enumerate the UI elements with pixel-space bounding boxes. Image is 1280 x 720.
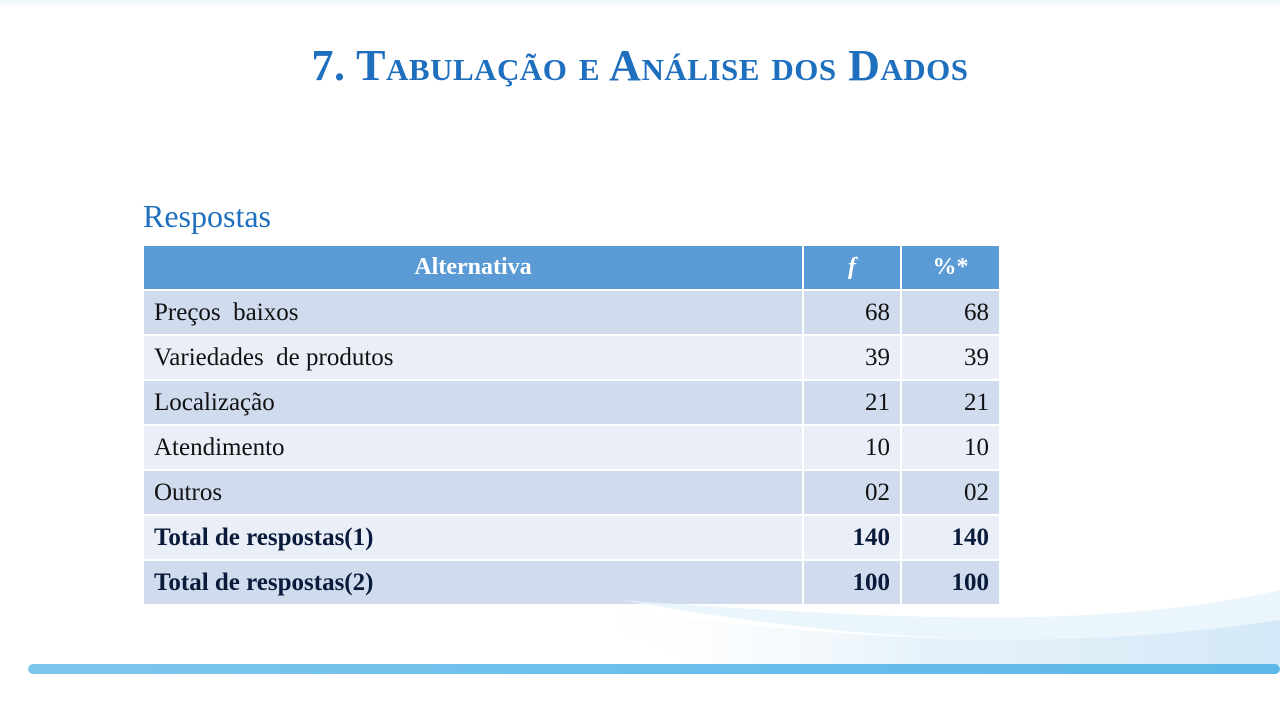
cell-alternativa: Preços baixos — [144, 290, 803, 335]
cell-f: 68 — [803, 290, 901, 335]
top-decor-band — [0, 0, 1280, 8]
responses-table — [144, 246, 1001, 606]
decorative-wave-footer — [0, 560, 1280, 720]
table-total-row — [144, 515, 1000, 560]
cell-percent: 21 — [901, 380, 1000, 425]
cell-f: 39 — [803, 335, 901, 380]
cell-percent: 39 — [901, 335, 1000, 380]
header-alternativa: Alternativa — [144, 246, 803, 290]
cell-percent: 02 — [901, 470, 1000, 515]
accent-line — [28, 664, 1280, 674]
cell-percent: 10 — [901, 425, 1000, 470]
table-row — [144, 470, 1000, 515]
cell-f: 100 — [803, 560, 901, 605]
table-row — [144, 380, 1000, 425]
table-row — [144, 290, 1000, 335]
cell-percent: 140 — [901, 515, 1000, 560]
cell-alternativa: Outros — [144, 470, 803, 515]
cell-alternativa: Total de respostas(2) — [144, 560, 803, 605]
cell-f: 10 — [803, 425, 901, 470]
cell-alternativa: Variedades de produtos — [144, 335, 803, 380]
cell-f: 02 — [803, 470, 901, 515]
cell-alternativa: Atendimento — [144, 425, 803, 470]
table-row — [144, 335, 1000, 380]
cell-alternativa: Total de respostas(1) — [144, 515, 803, 560]
cell-percent: 68 — [901, 290, 1000, 335]
section-label: Respostas — [143, 198, 271, 234]
cell-percent: 100 — [901, 560, 1000, 605]
slide-title: 7. Tabulação e Análise dos Dados — [311, 41, 969, 90]
cell-f: 140 — [803, 515, 901, 560]
header-percent: %* — [901, 246, 1000, 290]
table-row — [144, 425, 1000, 470]
header-f: f — [803, 246, 901, 290]
cell-alternativa: Localização — [144, 380, 803, 425]
cell-f: 21 — [803, 380, 901, 425]
table-header-row — [144, 246, 1000, 290]
